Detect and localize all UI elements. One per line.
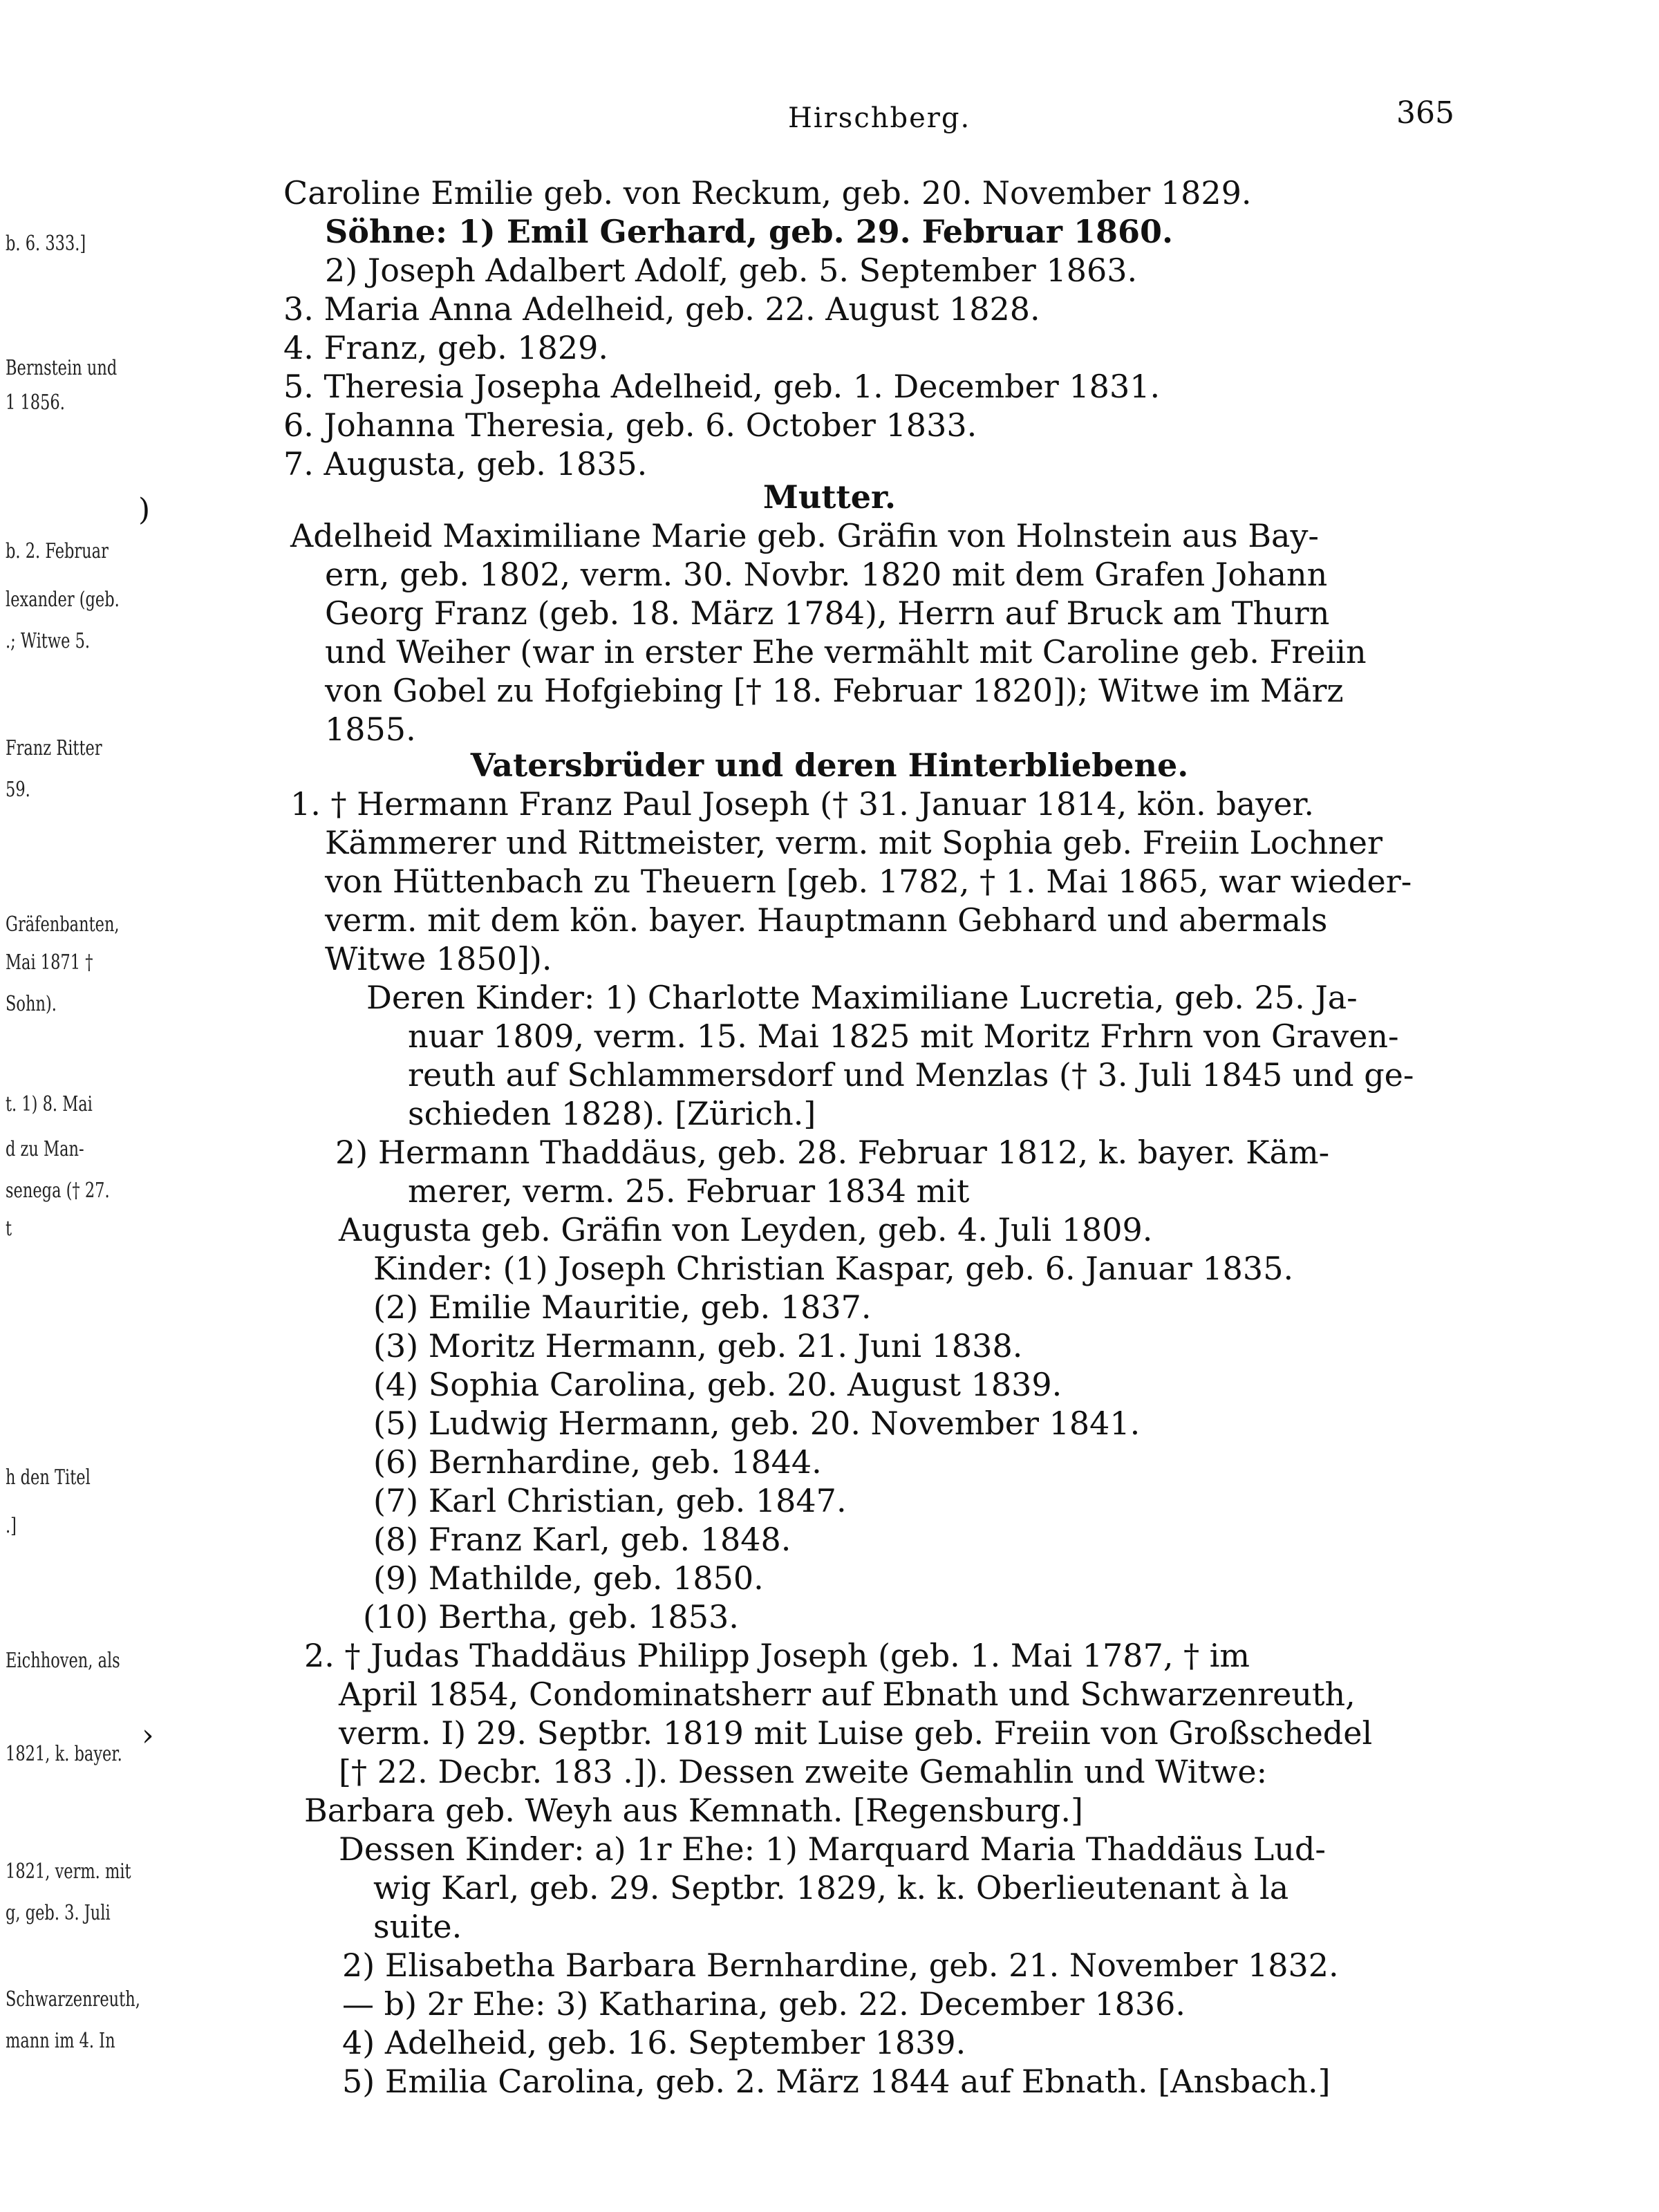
- text-line: (9) Mathilde, geb. 1850.: [373, 1559, 764, 1597]
- text-line: 5) Emilia Carolina, geb. 2. März 1844 auf Ebnath. [Ansbach.]: [342, 2063, 1331, 2100]
- margin-fragment: 59.: [6, 778, 30, 802]
- section-heading-mutter: Mutter.: [762, 478, 897, 516]
- text-line: 3. Maria Anna Adelheid, geb. 22. August 1828.: [283, 290, 1040, 328]
- text-line: April 1854, Condominatsherr auf Ebnath und Schwarzenreuth,: [339, 1676, 1356, 1713]
- text-line: nuar 1809, verm. 15. Mai 1825 mit Moritz Frhrn von Graven-: [408, 1018, 1399, 1055]
- margin-fragment: 1821, verm. mit: [6, 1859, 131, 1884]
- text-line: Kämmerer und Rittmeister, verm. mit Sophia geb. Freiin Lochner: [325, 824, 1382, 861]
- text-line: 1. † Hermann Franz Paul Joseph († 31. Januar 1814, kön. bayer.: [290, 785, 1315, 823]
- text-line: Deren Kinder: 1) Charlotte Maximiliane Lucretia, geb. 25. Ja-: [366, 979, 1358, 1016]
- text-line: 6. Johanna Theresia, geb. 6. October 1833.: [283, 406, 977, 444]
- text-line: und Weiher (war in erster Ehe vermählt mit Caroline geb. Freiin: [325, 633, 1367, 671]
- text-line: 1855.: [325, 711, 416, 748]
- margin-fragment: Bernstein und: [6, 356, 118, 380]
- text-line: 4) Adelheid, geb. 16. September 1839.: [342, 2024, 966, 2061]
- text-line: ern, geb. 1802, verm. 30. Novbr. 1820 mit dem Grafen Johann: [325, 556, 1328, 593]
- margin-fragment: mann im 4. In: [6, 2029, 115, 2053]
- margin-fragment: b. 6. 333.]: [6, 232, 86, 256]
- text-line: merer, verm. 25. Februar 1834 mit: [408, 1172, 970, 1210]
- text-line: Witwe 1850]).: [325, 940, 552, 977]
- text-line: Augusta geb. Gräfin von Leyden, geb. 4. Juli 1809.: [339, 1211, 1153, 1248]
- text-line: (3) Moritz Hermann, geb. 21. Juni 1838.: [373, 1327, 1023, 1365]
- margin-fragment: Gräfenbanten,: [6, 912, 120, 937]
- margin-fragment: Schwarzenreuth,: [6, 1987, 140, 2012]
- text-line: (6) Bernhardine, geb. 1844.: [373, 1443, 822, 1481]
- margin-fragment: .]: [6, 1514, 17, 1538]
- margin-fragment: Eichhoven, als: [6, 1649, 120, 1673]
- text-line: — b) 2r Ehe: 3) Katharina, geb. 22. December 1836.: [342, 1985, 1186, 2023]
- text-line: Adelheid Maximiliane Marie geb. Gräfin von Holnstein aus Bay-: [290, 517, 1319, 554]
- text-line: Dessen Kinder: a) 1r Ehe: 1) Marquard Maria Thaddäus Lud-: [339, 1830, 1326, 1868]
- text-line: (7) Karl Christian, geb. 1847.: [373, 1482, 847, 1519]
- bracket-mark-icon: ›: [142, 1718, 154, 1753]
- section-heading-vatersbrueder: Vatersbrüder und deren Hinterbliebene.: [470, 747, 1189, 784]
- margin-fragment: h den Titel: [6, 1465, 91, 1490]
- text-line: Söhne: 1) Emil Gerhard, geb. 29. Februar 1860.: [325, 213, 1174, 250]
- margin-fragment: b. 2. Februar: [6, 539, 109, 563]
- text-line: verm. I) 29. Septbr. 1819 mit Luise geb. Freiin von Großschedel: [339, 1714, 1373, 1752]
- text-line: 4. Franz, geb. 1829.: [283, 329, 608, 366]
- text-line: (4) Sophia Carolina, geb. 20. August 1839.: [373, 1366, 1062, 1403]
- margin-fragment: .; Witwe 5.: [6, 629, 91, 653]
- margin-fragment: 1 1856.: [6, 391, 65, 415]
- text-line: schieden 1828). [Zürich.]: [408, 1095, 816, 1132]
- text-line: suite.: [373, 1908, 462, 1945]
- text-line: (5) Ludwig Hermann, geb. 20. November 1841.: [373, 1405, 1141, 1442]
- text-line: Georg Franz (geb. 18. März 1784), Herrn auf Bruck am Thurn: [325, 594, 1330, 632]
- text-line: 5. Theresia Josepha Adelheid, geb. 1. December 1831.: [283, 368, 1161, 405]
- text-line: wig Karl, geb. 29. Septbr. 1829, k. k. Oberlieutenant à la: [373, 1869, 1289, 1906]
- text-line: [† 22. Decbr. 183 .]). Dessen zweite Gemahlin und Witwe:: [339, 1753, 1268, 1790]
- running-header: Hirschberg.: [788, 102, 971, 134]
- margin-fragment: 1821, k. bayer.: [6, 1742, 122, 1766]
- text-line: 2) Hermann Thaddäus, geb. 28. Februar 1812, k. bayer. Käm-: [335, 1134, 1330, 1171]
- text-line: (2) Emilie Mauritie, geb. 1837.: [373, 1288, 872, 1326]
- margin-fragment: Sohn).: [6, 992, 57, 1016]
- margin-fragment: g, geb. 3. Juli: [6, 1901, 111, 1925]
- margin-fragment: d zu Man-: [6, 1137, 84, 1161]
- bracket-mark-icon: ): [138, 492, 151, 527]
- text-line: Kinder: (1) Joseph Christian Kaspar, geb. 6. Januar 1835.: [373, 1250, 1294, 1287]
- text-line: 2. † Judas Thaddäus Philipp Joseph (geb. 1. Mai 1787, † im: [304, 1637, 1250, 1674]
- text-line: von Hüttenbach zu Theuern [geb. 1782, † 1. Mai 1865, war wieder-: [325, 863, 1412, 900]
- page-number: 365: [1396, 95, 1454, 131]
- text-line: 7. Augusta, geb. 1835.: [283, 445, 648, 482]
- margin-fragment: Mai 1871 †: [6, 950, 93, 975]
- margin-fragment: lexander (geb.: [6, 588, 120, 612]
- text-line: (8) Franz Karl, geb. 1848.: [373, 1521, 791, 1558]
- margin-fragment: Franz Ritter: [6, 736, 102, 760]
- text-line: von Gobel zu Hofgiebing [† 18. Februar 1820]); Witwe im März: [325, 672, 1344, 709]
- text-line: 2) Joseph Adalbert Adolf, geb. 5. September 1863.: [325, 252, 1138, 289]
- left-margin-fragments: [0, 0, 140, 2212]
- text-line: reuth auf Schlammersdorf und Menzlas († 3. Juli 1845 und ge-: [408, 1056, 1414, 1094]
- margin-fragment: t. 1) 8. Mai: [6, 1092, 93, 1116]
- text-line: Caroline Emilie geb. von Reckum, geb. 20. November 1829.: [283, 174, 1252, 212]
- text-line: verm. mit dem kön. bayer. Hauptmann Gebhard und abermals: [325, 901, 1328, 939]
- margin-fragment: senega († 27.: [6, 1179, 110, 1203]
- margin-fragment: t: [6, 1217, 12, 1241]
- text-line: (10) Bertha, geb. 1853.: [363, 1598, 739, 1635]
- text-line: 2) Elisabetha Barbara Bernhardine, geb. 21. November 1832.: [342, 1947, 1339, 1984]
- text-line: Barbara geb. Weyh aus Kemnath. [Regensburg.]: [304, 1792, 1083, 1829]
